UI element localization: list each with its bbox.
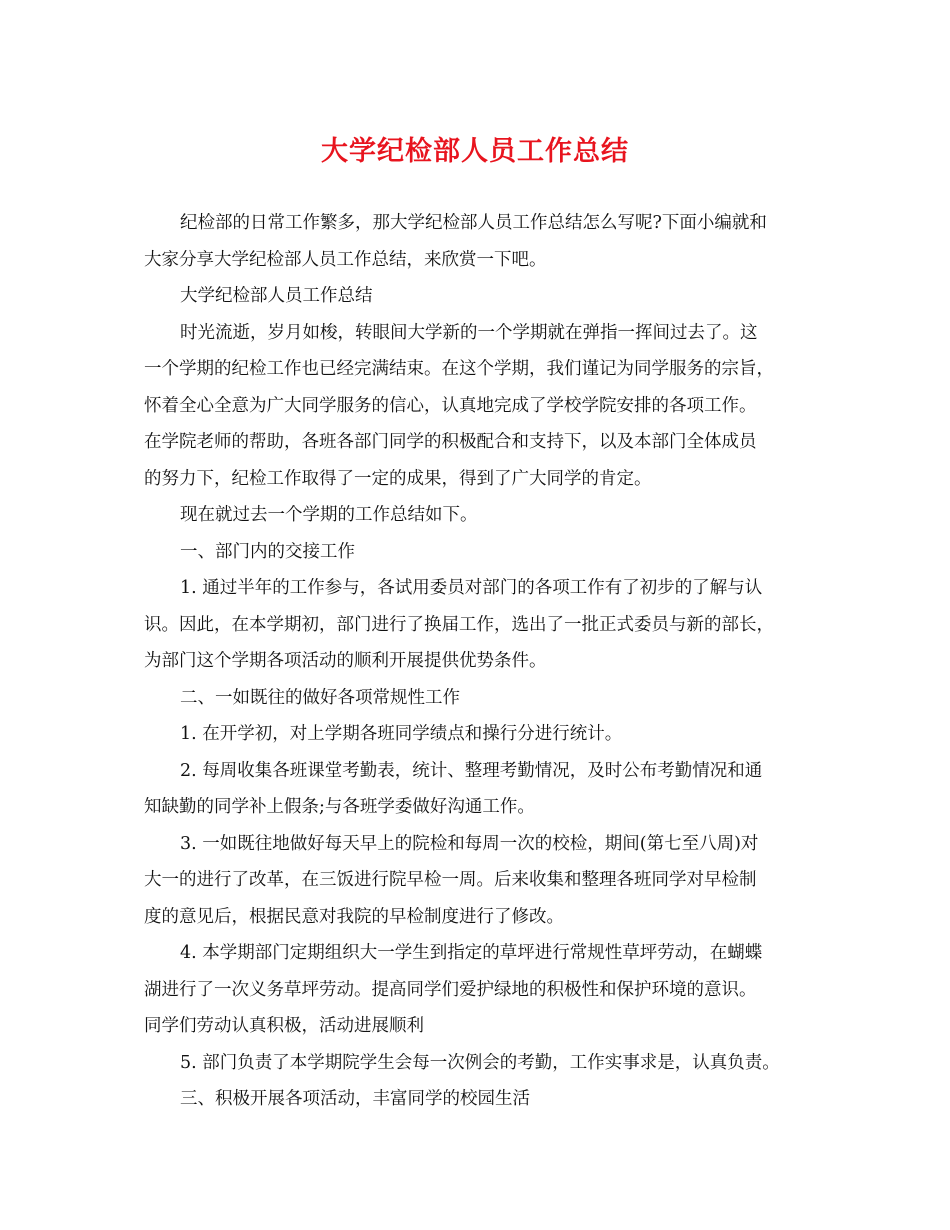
text-line: 大一的进行了改革，在三饭进行院早检一周。后来收集和整理各班同学对早检制 [144,870,757,890]
text-line: 5. 部门负责了本学期院学生会每一次例会的考勤，工作实事求是，认真负责。 [180,1052,780,1073]
text-line: 三、积极开展各项活动，丰富同学的校园生活 [180,1089,530,1109]
text-line: 二、一如既往的做好各项常规性工作 [180,687,460,708]
text-line: 大家分享大学纪检部人员工作总结，来欣赏一下吧。 [144,249,547,270]
text-line: 一、部门内的交接工作 [180,541,355,562]
text-line: 在学院老师的帮助，各班各部门同学的积极配合和支持下，以及本部门全体成员 [144,432,757,452]
text-line: 3. 一如既往地做好每天早上的院检和每周一次的校检，期间(第七至八周)对 [180,833,759,854]
text-line: 时光流逝，岁月如梭，转眼间大学新的一个学期就在弹指一挥间过去了。这 [180,322,758,343]
text-line: 现在就过去一个学期的工作总结如下。 [180,505,478,525]
text-line: 同学们劳动认真积极，活动进展顺利 [144,1016,424,1036]
text-line: 度的意见后，根据民意对我院的早检制度进行了修改。 [144,906,564,927]
document-title: 大学纪检部人员工作总结 [321,136,629,167]
text-line: 1. 通过半年的工作参与，各试用委员对部门的各项工作有了初步的了解与认 [180,578,763,598]
text-line: 纪检部的日常工作繁多，那大学纪检部人员工作总结怎么写呢?下面小编就和 [180,213,767,233]
text-line: 为部门这个学期各项活动的顺利开展提供优势条件。 [144,651,547,671]
text-line: 怀着全心全意为广大同学服务的信心，认真地完成了学校学院安排的各项工作。 [144,395,757,416]
text-line: 大学纪检部人员工作总结 [180,286,373,306]
text-line: 知缺勤的同学补上假条;与各班学委做好沟通工作。 [144,797,535,817]
text-line: 的努力下，纪检工作取得了一定的成果，得到了广大同学的肯定。 [144,468,652,489]
text-line: 4. 本学期部门定期组织大一学生到指定的草坪进行常规性草坪劳动，在蝴蝶 [180,943,763,963]
text-line: 湖进行了一次义务草坪劳动。提高同学们爱护绿地的积极性和保护环境的意识。 [144,979,757,1000]
text-line: 2. 每周收集各班课堂考勤表，统计、整理考勤情况，及时公布考勤情况和通 [180,760,763,781]
document-body [144,205,812,1118]
text-line: 1. 在开学初，对上学期各班同学绩点和操行分进行统计。 [180,724,623,744]
text-line: 识。因此，在本学期初，部门进行了换届工作，选出了一批正式委员与新的部长， [144,614,774,635]
text-line: 一个学期的纪检工作也已经完满结束。在这个学期，我们谨记为同学服务的宗旨， [144,359,774,379]
